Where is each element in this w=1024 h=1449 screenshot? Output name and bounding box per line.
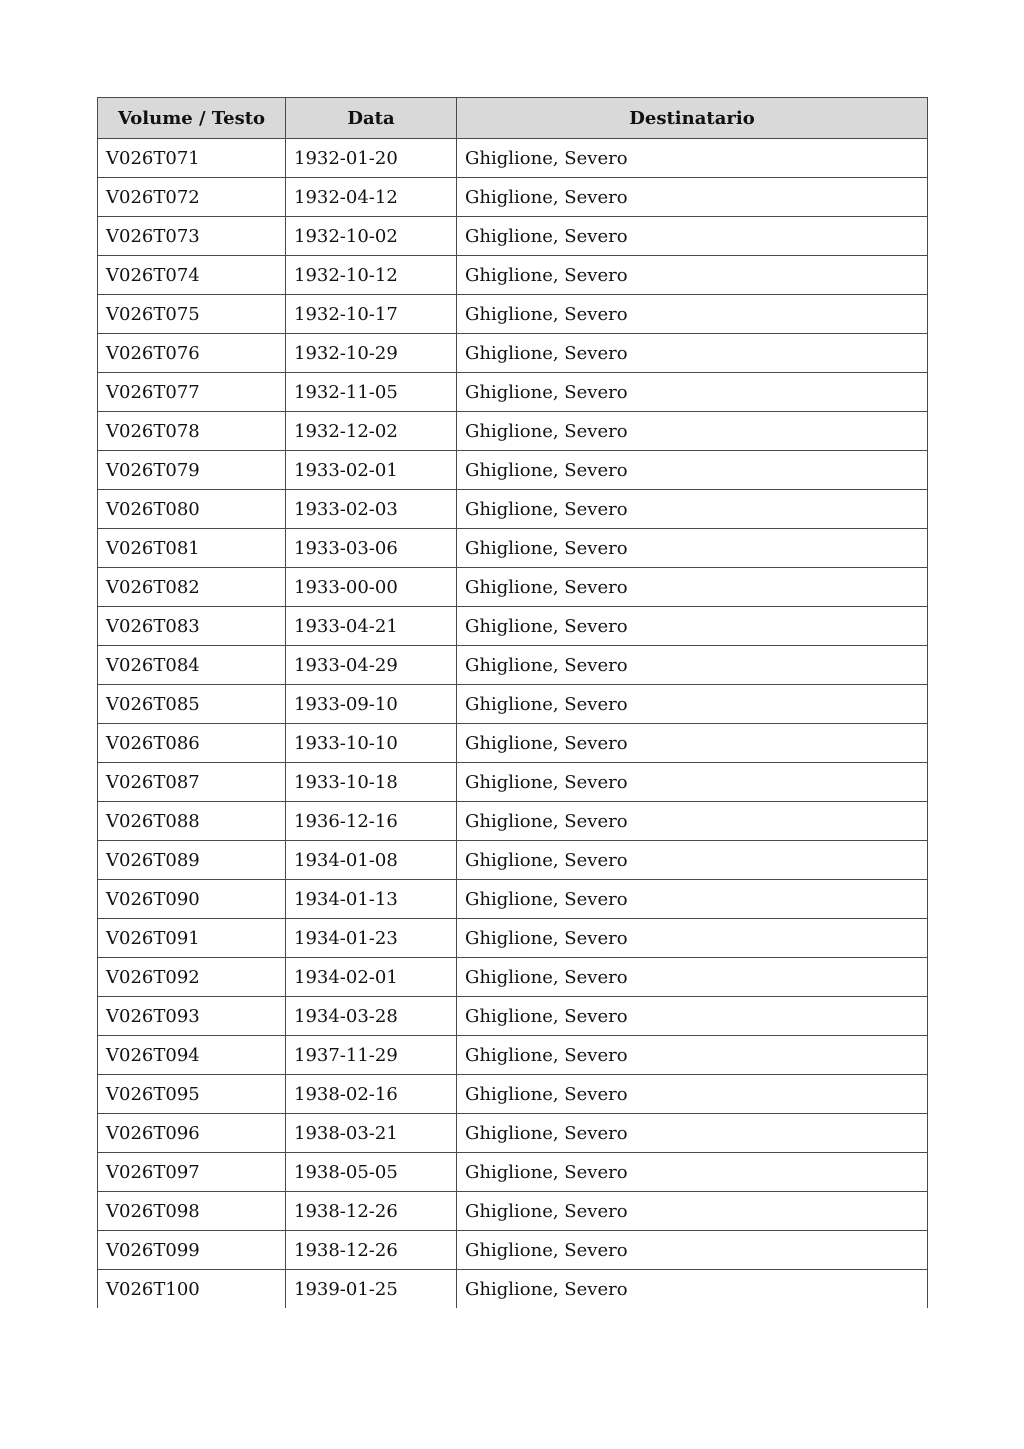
cell-destinatario: Ghiglione, Severo [457,1114,928,1153]
cell-volume-testo: V026T097 [98,1153,286,1192]
table-row [98,373,928,412]
table-row [98,607,928,646]
table-row [98,997,928,1036]
cell-volume-testo: V026T084 [98,646,286,685]
cell-volume-testo: V026T099 [98,1231,286,1270]
letters-table [97,97,928,1308]
table-body [98,139,928,1309]
cell-data: 1932-11-05 [286,373,457,412]
cell-volume-testo: V026T088 [98,802,286,841]
cell-destinatario: Ghiglione, Severo [457,1036,928,1075]
table-row [98,958,928,997]
cell-volume-testo: V026T089 [98,841,286,880]
table-row [98,490,928,529]
cell-volume-testo: V026T077 [98,373,286,412]
cell-destinatario: Ghiglione, Severo [457,880,928,919]
cell-destinatario: Ghiglione, Severo [457,919,928,958]
cell-data: 1934-01-13 [286,880,457,919]
cell-destinatario: Ghiglione, Severo [457,295,928,334]
cell-destinatario: Ghiglione, Severo [457,1075,928,1114]
table-row [98,1231,928,1270]
cell-data: 1933-10-18 [286,763,457,802]
cell-data: 1932-10-02 [286,217,457,256]
cell-destinatario: Ghiglione, Severo [457,451,928,490]
cell-volume-testo: V026T079 [98,451,286,490]
cell-data: 1933-04-21 [286,607,457,646]
cell-destinatario: Ghiglione, Severo [457,724,928,763]
cell-data: 1933-09-10 [286,685,457,724]
table-row [98,919,928,958]
cell-destinatario: Ghiglione, Severo [457,841,928,880]
table-row [98,1075,928,1114]
cell-data: 1932-10-17 [286,295,457,334]
column-header-data: Data [286,98,457,139]
cell-data: 1934-02-01 [286,958,457,997]
cell-data: 1938-02-16 [286,1075,457,1114]
cell-data: 1938-05-05 [286,1153,457,1192]
cell-data: 1932-10-29 [286,334,457,373]
table-row [98,295,928,334]
table-row [98,1270,928,1309]
cell-volume-testo: V026T094 [98,1036,286,1075]
column-header-destinatario: Destinatario [457,98,928,139]
cell-destinatario: Ghiglione, Severo [457,217,928,256]
table-row [98,178,928,217]
cell-destinatario: Ghiglione, Severo [457,412,928,451]
table-row [98,1153,928,1192]
cell-destinatario: Ghiglione, Severo [457,1231,928,1270]
cell-data: 1933-02-03 [286,490,457,529]
cell-volume-testo: V026T085 [98,685,286,724]
cell-data: 1932-12-02 [286,412,457,451]
cell-volume-testo: V026T093 [98,997,286,1036]
cell-volume-testo: V026T082 [98,568,286,607]
cell-data: 1938-12-26 [286,1231,457,1270]
cell-data: 1934-01-08 [286,841,457,880]
table-row [98,1114,928,1153]
table-row [98,451,928,490]
cell-destinatario: Ghiglione, Severo [457,958,928,997]
table-row [98,412,928,451]
cell-destinatario: Ghiglione, Severo [457,1192,928,1231]
cell-destinatario: Ghiglione, Severo [457,802,928,841]
cell-data: 1938-03-21 [286,1114,457,1153]
cell-data: 1933-02-01 [286,451,457,490]
cell-destinatario: Ghiglione, Severo [457,373,928,412]
cell-volume-testo: V026T091 [98,919,286,958]
cell-destinatario: Ghiglione, Severo [457,490,928,529]
cell-volume-testo: V026T076 [98,334,286,373]
table-row [98,724,928,763]
cell-volume-testo: V026T098 [98,1192,286,1231]
cell-volume-testo: V026T080 [98,490,286,529]
cell-destinatario: Ghiglione, Severo [457,607,928,646]
cell-destinatario: Ghiglione, Severo [457,529,928,568]
table-row [98,334,928,373]
cell-destinatario: Ghiglione, Severo [457,763,928,802]
table-row [98,685,928,724]
cell-volume-testo: V026T078 [98,412,286,451]
cell-volume-testo: V026T095 [98,1075,286,1114]
column-header-volume-testo: Volume / Testo [98,98,286,139]
cell-data: 1936-12-16 [286,802,457,841]
cell-volume-testo: V026T074 [98,256,286,295]
table-row [98,139,928,178]
table-row [98,880,928,919]
cell-volume-testo: V026T071 [98,139,286,178]
cell-volume-testo: V026T083 [98,607,286,646]
table-row [98,256,928,295]
cell-destinatario: Ghiglione, Severo [457,256,928,295]
table-row [98,841,928,880]
cell-destinatario: Ghiglione, Severo [457,646,928,685]
cell-data: 1932-10-12 [286,256,457,295]
cell-destinatario: Ghiglione, Severo [457,1270,928,1309]
cell-volume-testo: V026T092 [98,958,286,997]
table-row [98,646,928,685]
cell-destinatario: Ghiglione, Severo [457,685,928,724]
cell-volume-testo: V026T100 [98,1270,286,1309]
cell-volume-testo: V026T081 [98,529,286,568]
cell-volume-testo: V026T072 [98,178,286,217]
table-header-row [98,98,928,139]
table-row [98,1192,928,1231]
cell-data: 1932-04-12 [286,178,457,217]
cell-destinatario: Ghiglione, Severo [457,997,928,1036]
cell-data: 1939-01-25 [286,1270,457,1309]
cell-data: 1933-10-10 [286,724,457,763]
cell-data: 1934-01-23 [286,919,457,958]
cell-destinatario: Ghiglione, Severo [457,178,928,217]
table-row [98,1036,928,1075]
cell-data: 1932-01-20 [286,139,457,178]
table-row [98,568,928,607]
cell-volume-testo: V026T086 [98,724,286,763]
cell-data: 1933-04-29 [286,646,457,685]
cell-data: 1937-11-29 [286,1036,457,1075]
cell-destinatario: Ghiglione, Severo [457,139,928,178]
cell-volume-testo: V026T087 [98,763,286,802]
table-row [98,217,928,256]
table-row [98,763,928,802]
cell-volume-testo: V026T075 [98,295,286,334]
table-row [98,529,928,568]
table-row [98,802,928,841]
cell-data: 1933-03-06 [286,529,457,568]
cell-volume-testo: V026T090 [98,880,286,919]
cell-volume-testo: V026T096 [98,1114,286,1153]
cell-data: 1938-12-26 [286,1192,457,1231]
cell-destinatario: Ghiglione, Severo [457,1153,928,1192]
cell-destinatario: Ghiglione, Severo [457,568,928,607]
cell-data: 1933-00-00 [286,568,457,607]
cell-volume-testo: V026T073 [98,217,286,256]
cell-destinatario: Ghiglione, Severo [457,334,928,373]
cell-data: 1934-03-28 [286,997,457,1036]
